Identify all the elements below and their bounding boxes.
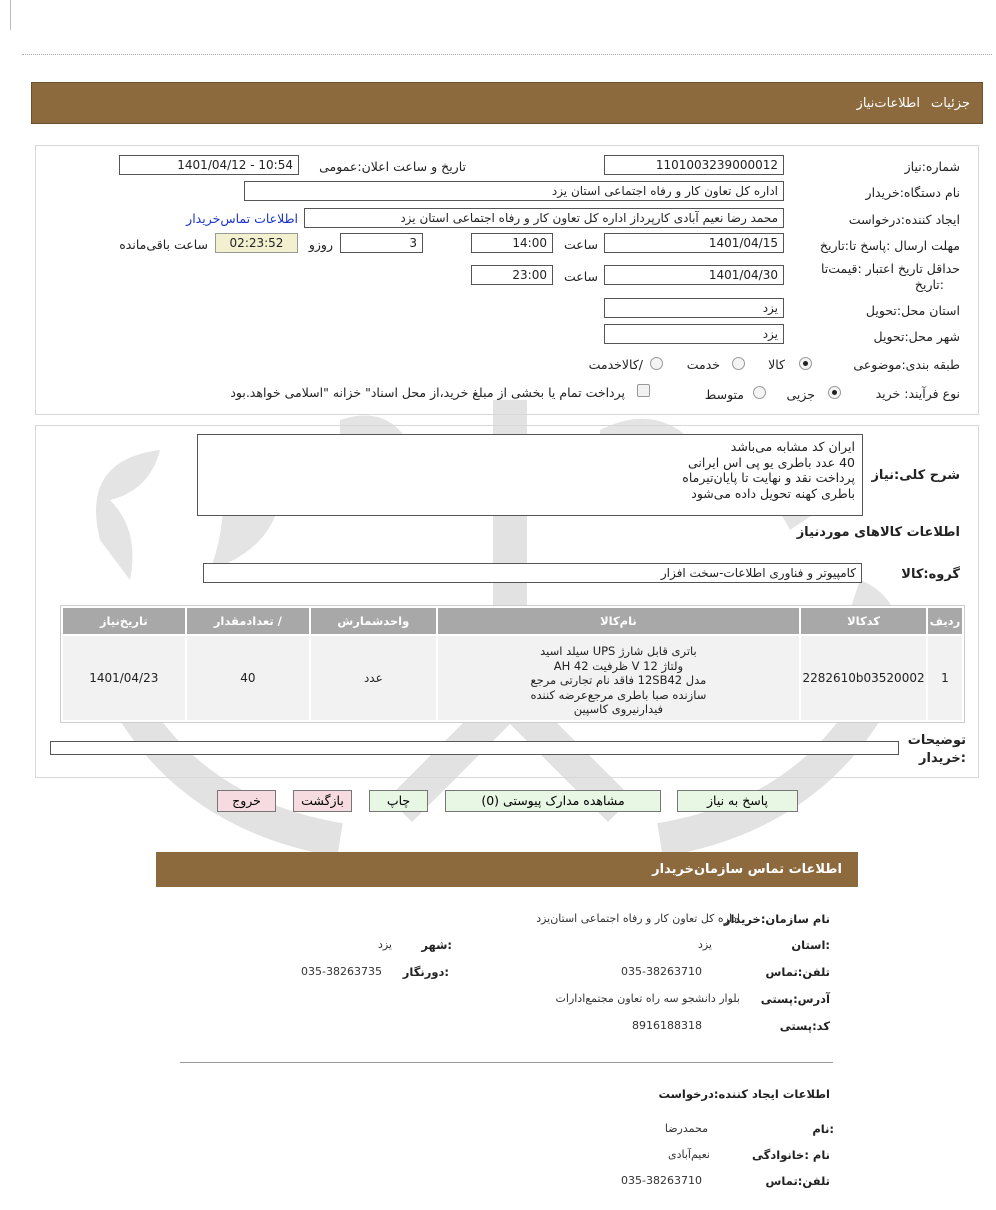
buyer-org-field[interactable]: اداره کل تعاون کار و رفاه اجتماعی استان یزد bbox=[244, 181, 784, 201]
category-option-goods: کالا bbox=[768, 357, 785, 372]
print-button[interactable]: چاپ bbox=[369, 790, 428, 812]
category-radio-goods-service[interactable] bbox=[650, 357, 663, 370]
col-qty: / تعدادمقدار bbox=[187, 608, 310, 634]
process-label: نوع فرآیند: خرید bbox=[875, 386, 960, 401]
buyer-notes-label-2: :خریدار bbox=[919, 751, 966, 766]
contact-address-value: بلوار دانشجو سه راه تعاون مجتمع‌ادارات bbox=[555, 992, 740, 1005]
contact-city-label: :شهر bbox=[421, 938, 452, 952]
category-option-goods-service: /کالاخدمت bbox=[588, 357, 643, 372]
category-option-service: خدمت bbox=[686, 357, 720, 372]
org-name-value: اداره کل تعاون کار و رفاه اجتماعی استان‌یزد bbox=[536, 912, 740, 925]
attachments-button[interactable]: مشاهده مدارک پیوستی (0) bbox=[445, 790, 661, 812]
items-table-wrapper bbox=[60, 605, 965, 723]
top-separator bbox=[22, 54, 992, 55]
validity-label: حداقل تاریخ اعتبار :قیمت‌تا bbox=[820, 261, 960, 276]
remaining-time-box: 02:23:52 bbox=[215, 233, 298, 253]
table-row[interactable] bbox=[63, 636, 962, 720]
left-rule bbox=[10, 0, 11, 30]
description-line: پرداخت نقد و نهایت تا پایان‌تیرماه bbox=[682, 470, 855, 485]
process-radio-minor[interactable] bbox=[828, 386, 841, 399]
process-option-minor: جزیی bbox=[786, 387, 815, 402]
description-line: باطری کهنه تحویل داده می‌شود bbox=[691, 485, 855, 501]
header-bar bbox=[31, 82, 983, 124]
contact-address-label: آدرس:پستی bbox=[760, 992, 830, 1006]
cell-code: 2282610b03520002 bbox=[801, 636, 926, 720]
validity-date-field[interactable]: 1401/04/30 bbox=[604, 265, 784, 285]
contact-header-bar bbox=[156, 852, 858, 887]
deadline-time-field[interactable]: 14:00 bbox=[471, 233, 553, 253]
days-label: روزو bbox=[308, 237, 333, 252]
description-line: ایران کد مشابه می‌باشد bbox=[730, 439, 855, 454]
goods-section-title: اطلاعات کالاهای موردنیاز bbox=[796, 525, 960, 540]
col-code: کدکالا bbox=[801, 608, 926, 634]
city-label: شهر محل:تحویل bbox=[873, 329, 960, 344]
tab-details[interactable]: جزئیات bbox=[931, 96, 970, 111]
contact-fax-label: :دورنگار bbox=[402, 965, 449, 979]
category-label: طبقه بندی:موضوعی bbox=[853, 357, 960, 372]
category-radio-goods[interactable] bbox=[799, 357, 812, 370]
cell-name-line: ولتاژ 12 V ظرفیت 42 AH bbox=[553, 658, 684, 673]
goods-group-field[interactable]: کامپیوتر و فناوری اطلاعات-سخت افزار bbox=[203, 563, 862, 583]
col-unit: واحدشمارش bbox=[311, 608, 436, 634]
reply-button[interactable]: پاسخ به نیاز bbox=[677, 790, 798, 812]
description-box bbox=[197, 434, 863, 516]
deadline-time-label: ساعت bbox=[563, 237, 598, 252]
requester-name-label: :نام bbox=[812, 1122, 834, 1136]
requester-family-label: نام :خانوادگی bbox=[752, 1148, 830, 1162]
buyer-notes-label: توضیحات bbox=[907, 733, 966, 748]
buyer-contact-link[interactable]: اطلاعات تماس‌خریدار bbox=[186, 211, 298, 226]
category-radio-service[interactable] bbox=[732, 357, 745, 370]
tab-need-info[interactable]: اطلاعات‌نیاز bbox=[856, 96, 920, 111]
announce-label: تاریخ و ساعت اعلان:عمومی bbox=[319, 159, 466, 174]
requester-family-value: نعیم‌آبادی bbox=[668, 1148, 710, 1161]
cell-name-line: سازنده صبا باطری مرجع‌عرضه کننده bbox=[530, 687, 707, 702]
treasury-payment-note: پرداخت تمام یا بخشی از مبلغ خرید،از محل اسناد" خزانه "اسلامی خواهد.بود bbox=[230, 385, 625, 400]
need-number-field[interactable]: 1101003239000012 bbox=[604, 155, 784, 175]
process-option-medium: متوسط bbox=[704, 387, 744, 402]
cell-name bbox=[438, 636, 800, 720]
cell-name-line: باتری قابل شارژ UPS سیلد اسید bbox=[540, 644, 697, 659]
province-label: استان محل:تحویل bbox=[865, 303, 960, 318]
contact-province-label: :استان bbox=[791, 938, 830, 952]
buyer-notes-field[interactable] bbox=[50, 741, 899, 755]
goods-group-label: گروه:کالا bbox=[901, 567, 960, 582]
cell-row: 1 bbox=[928, 636, 962, 720]
items-table-header bbox=[63, 608, 962, 634]
treasury-payment-checkbox[interactable] bbox=[637, 384, 650, 397]
validity-time-label: ساعت bbox=[563, 269, 598, 284]
requester-phone-label: تلفن:تماس bbox=[765, 1174, 830, 1188]
contact-postal-value: 8916188318 bbox=[632, 1019, 702, 1032]
cell-qty: 40 bbox=[187, 636, 310, 720]
creator-label: ایجاد کننده:درخواست bbox=[848, 212, 960, 227]
requester-name-value: محمدرضا bbox=[664, 1122, 708, 1135]
requester-phone-value: 035-38263710 bbox=[621, 1174, 702, 1187]
remaining-label: ساعت باقی‌مانده bbox=[119, 237, 208, 252]
contact-title: اطلاعات تماس سازمان‌خریدار bbox=[652, 862, 842, 877]
back-button[interactable]: بازگشت bbox=[293, 790, 352, 812]
creator-field[interactable]: محمد رضا نعیم آبادی کارپرداز اداره کل تعاون کار و رفاه اجتماعی استان یزد bbox=[304, 208, 784, 228]
cell-name-line: مدل 12SB42 فاقد نام تجارتی مرجع bbox=[530, 673, 707, 688]
col-row: ردیف bbox=[928, 608, 962, 634]
contact-phone-label: تلفن:تماس bbox=[765, 965, 830, 979]
items-table bbox=[61, 606, 964, 722]
org-name-label: نام سازمان:خریدار bbox=[723, 912, 830, 926]
cell-name-line: فیدارنیروی کاسپین bbox=[573, 702, 664, 717]
requester-title: اطلاعات ایجاد کننده:درخواست bbox=[658, 1087, 830, 1101]
validity-label-2: :تاریخ bbox=[914, 277, 944, 292]
cell-date: 1401/04/23 bbox=[63, 636, 185, 720]
days-field[interactable]: 3 bbox=[340, 233, 423, 253]
process-radio-medium[interactable] bbox=[753, 386, 766, 399]
announce-datetime-field[interactable]: 1401/04/12 - 10:54 bbox=[119, 155, 299, 175]
contact-postal-label: کد:پستی bbox=[779, 1019, 830, 1033]
exit-button[interactable]: خروج bbox=[217, 790, 276, 812]
buyer-org-label: نام دستگاه:خریدار bbox=[865, 185, 960, 200]
contact-fax-value: 035-38263735 bbox=[301, 965, 382, 978]
description-line: 40 عدد باطری یو پی اس ایرانی bbox=[687, 454, 855, 470]
col-name: نام‌کالا bbox=[438, 608, 800, 634]
cell-unit: عدد bbox=[311, 636, 436, 720]
contact-phone-value: 035-38263710 bbox=[621, 965, 702, 978]
contact-city-value: یزد bbox=[377, 938, 392, 951]
city-field[interactable]: یزد bbox=[604, 324, 784, 344]
deadline-label: مهلت ارسال :پاسخ تا:تاریخ bbox=[819, 238, 960, 253]
deadline-date-field[interactable]: 1401/04/15 bbox=[604, 233, 784, 253]
contact-divider bbox=[180, 1062, 833, 1063]
col-date: تاریخ‌نیاز bbox=[63, 608, 185, 634]
contact-province-value: یزد bbox=[697, 938, 712, 951]
description-label: شرح کلی:نیاز bbox=[871, 468, 960, 483]
need-number-label: شماره:نیاز bbox=[904, 159, 960, 174]
province-field[interactable]: یزد bbox=[604, 298, 784, 318]
validity-time-field[interactable]: 23:00 bbox=[471, 265, 553, 285]
